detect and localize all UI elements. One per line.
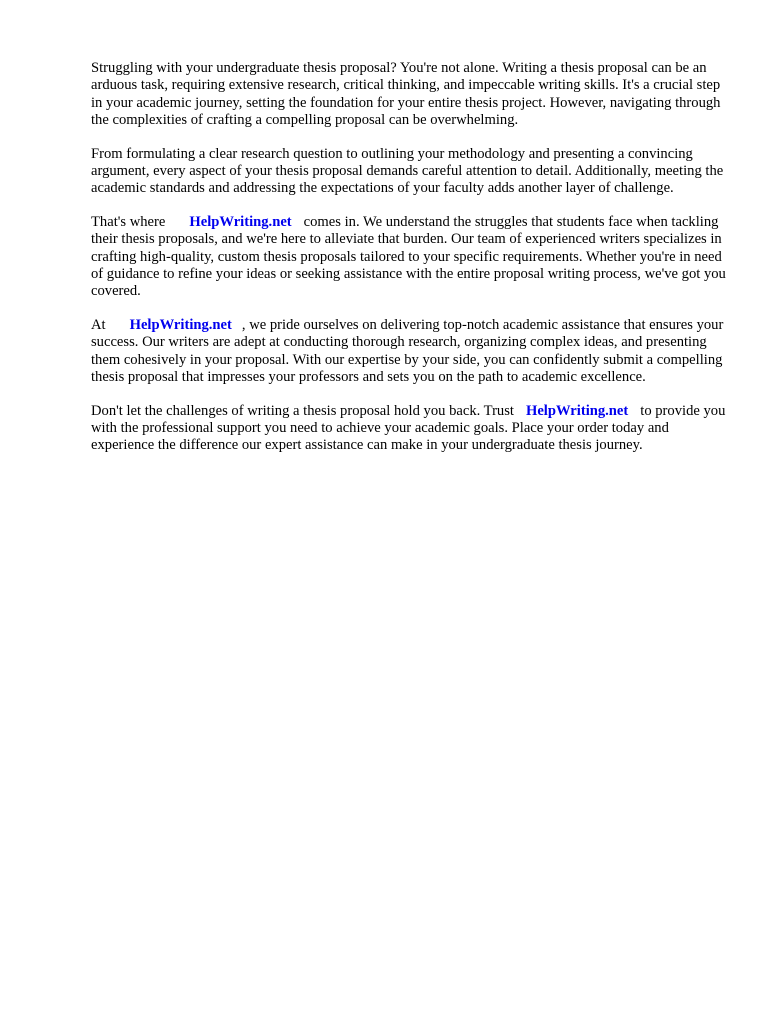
paragraph-text-before-link: That's where (91, 213, 166, 230)
paragraph-closing (91, 403, 727, 455)
paragraph-service-intro (91, 214, 727, 301)
paragraph-challenges: From formulating a clear research question to outlining your methodology and presenting a convincing argument, every aspect of your thesis proposal demands careful attention to detail. Additionally, meeting the academic standards and addressing the expectations of your faculty adds another layer of challenge. (91, 145, 724, 197)
paragraph-text-after-link: , we pride ourselves on delivering top-notch academic assistance that ensures your success. Our writers are adept at conducting thorough research, organizing complex ideas, and presenting them cohesively in your proposal. With our expertise by your side, you can confidently submit a compelling thesis proposal that impresses your professors and sets you on the path to academic excellence. (91, 316, 724, 386)
helpwriting-link[interactable]: HelpWriting.net (189, 213, 292, 230)
paragraph-text-before-link: Don't let the challenges of writing a thesis proposal hold you back. Trust (91, 402, 514, 419)
paragraph-pride (91, 317, 727, 387)
document-page (91, 60, 727, 471)
paragraph-text-before-link: At (91, 316, 106, 333)
helpwriting-link[interactable]: HelpWriting.net (525, 402, 629, 419)
paragraph-text-after-link: comes in. We understand the struggles that students face when tackling their thesis proposals, and we're here to alleviate that burden. Our team of experienced writers specializes in crafting high-quality, custom thesis proposals tailored to your specific requirements. Whether you're in need of guidance to refine your ideas or seeking assistance with the entire proposal writing process, we've got you covered. (91, 213, 726, 300)
helpwriting-link[interactable]: HelpWriting.net (129, 316, 232, 333)
paragraph-text-after-link: to provide you with the professional support you need to achieve your academic goals. Place your order today and experience the difference our expert assistance can make in your undergraduate thesis journey. (91, 402, 726, 454)
paragraph-intro: Struggling with your undergraduate thesis proposal? You're not alone. Writing a thesis proposal can be an arduous task, requiring extensive research, critical thinking, and impeccable writing skills. It's a crucial step in your academic journey, setting the foundation for your entire thesis project. However, navigating through the complexities of crafting a compelling proposal can be overwhelming. (91, 60, 721, 129)
